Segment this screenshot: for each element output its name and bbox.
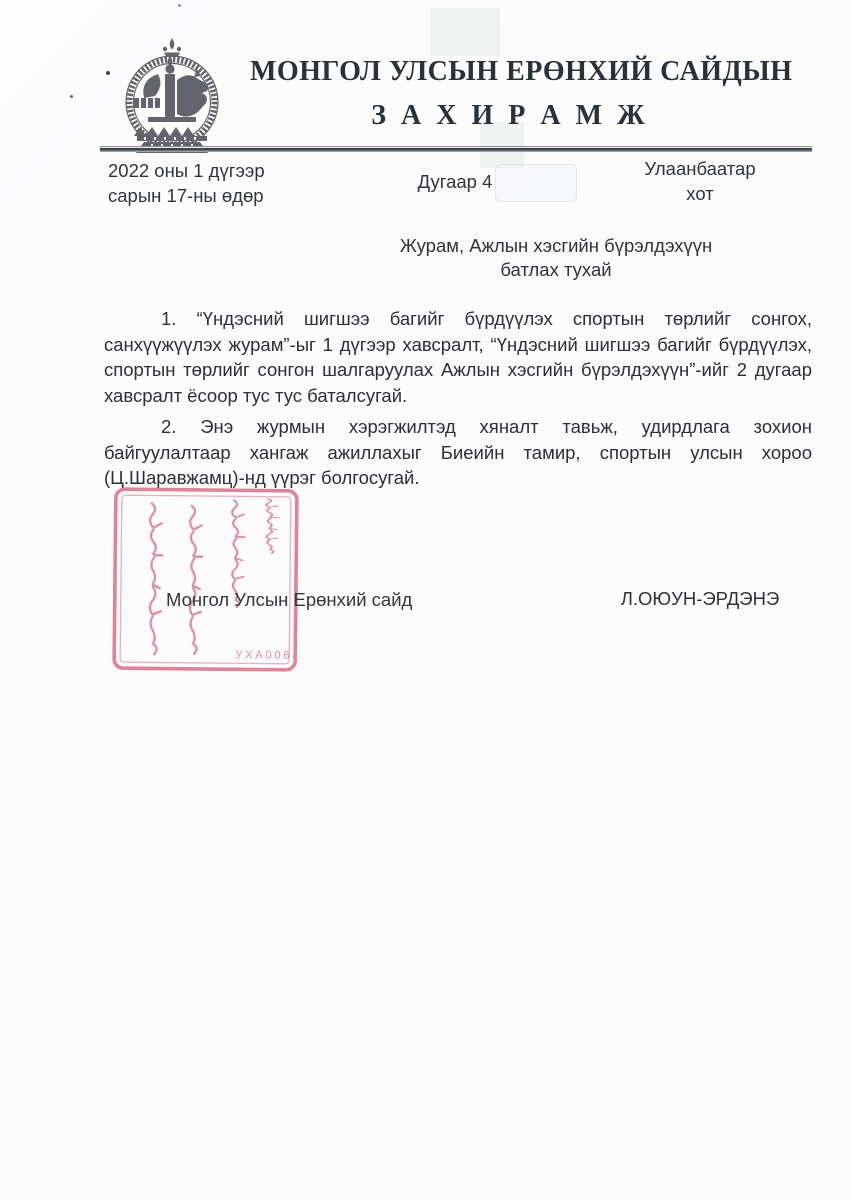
official-red-seal <box>110 485 302 677</box>
body-paragraph-1: 1. “Үндэсний шигшээ багийг бүрдүүлэх спортын төрлийг сонгох, санхүүжүүлэх журам”-ыг 1 дүгээр хавсралт, “Үндэсний шигшээ багийг бүрдүүлэх, спортын төрлийг сонгон шалгаруулах Ажлын хэсгийн бүрэлдэхүүн”-ийг 2 дугаар хавсралт ёсоор тус тус баталсугай. <box>104 308 812 406</box>
issue-date <box>108 158 265 208</box>
subject-line <box>340 234 772 282</box>
scan-ghost-artifact <box>430 8 500 56</box>
seal-registration-code: УХА0064 <box>235 649 302 662</box>
issue-date-line2: сарын 17-ны өдөр <box>108 185 264 206</box>
issue-place-line1: Улаанбаатар <box>644 158 756 179</box>
header-divider <box>100 146 812 152</box>
document-header <box>250 56 793 132</box>
issue-date-line1: 2022 оны 1 дүгээр <box>108 160 265 181</box>
signatory-title: Монгол Улсын Ерөнхий сайд <box>166 589 413 610</box>
scan-speck <box>70 95 73 98</box>
signatory-name: Л.ОЮУН-ЭРДЭНЭ <box>620 588 780 609</box>
mongolian-script-columns-icon <box>149 497 279 655</box>
body-paragraph-2: 2. Энэ журмын хэрэгжилтэд хяналт тавьж, удирдлага зохион байгуулалтаар хангаж ажиллахыг Биеийн тамир, спортын улсын хороо (Ц.Шаравжамц)-нд үүрэг болгосугай. <box>104 416 812 488</box>
document-type-title: З А Х И Р А М Ж <box>371 100 649 131</box>
issue-place-line2: хот <box>686 183 714 204</box>
decree-number: Дугаар 4 <box>417 171 493 192</box>
scan-speck <box>178 4 181 7</box>
issuer-title: МОНГОЛ УЛСЫН ЕРӨНХИЙ САЙДЫН <box>250 56 793 87</box>
subject-line2: батлах тухай <box>500 259 612 280</box>
mongolia-state-emblem-icon <box>110 36 234 158</box>
subject-line1: Журам, Ажлын хэсгийн бүрэлдэхүүн <box>399 235 713 256</box>
issue-place <box>618 156 782 206</box>
